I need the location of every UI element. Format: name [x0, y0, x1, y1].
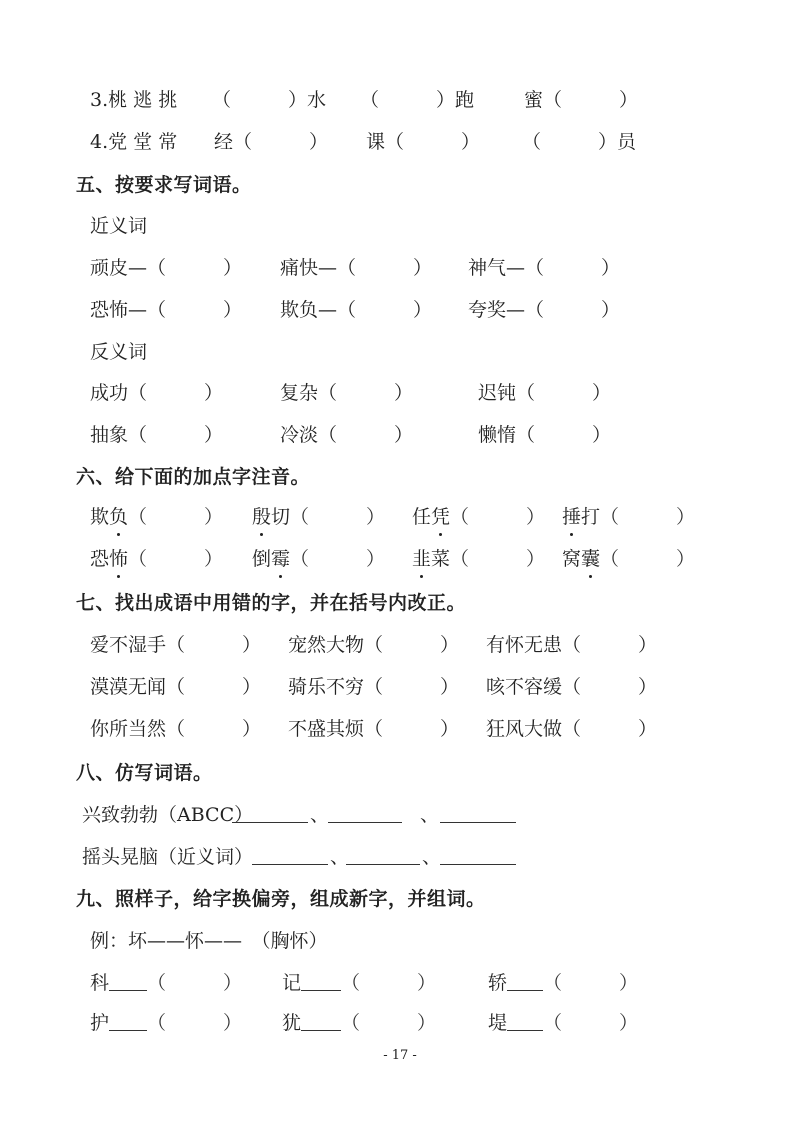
- fill-line: [109, 1010, 147, 1031]
- char: 菜: [431, 548, 451, 570]
- synonym-row-1: [0, 253, 800, 283]
- base-char: 护: [90, 1012, 110, 1034]
- radical-item[interactable]: [90, 968, 242, 998]
- synonym-item[interactable]: 痛快—（ ）: [280, 257, 433, 279]
- answer-blank: （ ）: [147, 972, 243, 994]
- page-number: - 17 -: [383, 1048, 417, 1063]
- idiom-row-1: [0, 630, 800, 660]
- char: 切: [271, 506, 291, 528]
- dotted-char: 殷: [252, 502, 271, 532]
- antonym-row-1: [0, 378, 800, 408]
- synonym-item[interactable]: 神气—（ ）: [468, 257, 621, 279]
- pinyin-item[interactable]: [90, 502, 223, 532]
- idiom-item[interactable]: 有怀无患（ ）: [486, 634, 658, 656]
- answer-blank: （ ）: [450, 506, 546, 528]
- answer-blank[interactable]: 经（ ）: [214, 131, 329, 153]
- idiom-item[interactable]: 骑乐不穷（ ）: [288, 676, 460, 698]
- radical-row-1: [0, 968, 800, 998]
- fill-line[interactable]: [232, 800, 308, 830]
- antonym-item[interactable]: 迟钝（ ）: [478, 382, 612, 404]
- answer-blank: （ ）: [128, 548, 224, 570]
- synonym-label: 近义词: [90, 215, 148, 237]
- fill-line[interactable]: [440, 842, 516, 872]
- idiom-item[interactable]: 漠漠无闻（ ）: [90, 676, 262, 698]
- idiom-item[interactable]: 狂风大做（ ）: [486, 718, 658, 740]
- imitation-label: 摇头晃脑（近义词）: [82, 846, 254, 868]
- section-7-title: 七、找出成语中用错的字，并在括号内改正。: [76, 592, 467, 614]
- answer-blank: （ ）: [543, 1012, 639, 1034]
- fill-line[interactable]: [346, 842, 420, 872]
- answer-blank: （ ）: [341, 1012, 437, 1034]
- char: 打: [581, 506, 601, 528]
- dotted-char: 囊: [581, 544, 600, 574]
- word-group-row-3: [0, 85, 800, 115]
- fill-line: [109, 970, 147, 991]
- dotted-char: 凭: [431, 502, 450, 532]
- row-label: 4.党 堂 常: [90, 131, 178, 153]
- radical-item[interactable]: [90, 1008, 242, 1038]
- pinyin-item[interactable]: [252, 544, 385, 574]
- answer-blank: （ ）: [450, 548, 546, 570]
- pinyin-row-2: [0, 544, 800, 574]
- char: 窝: [562, 548, 582, 570]
- dotted-char: 负: [109, 502, 128, 532]
- answer-blank: （ ）: [600, 506, 696, 528]
- radical-row-2: [0, 1008, 800, 1038]
- imitation-row-1: [0, 800, 800, 830]
- fill-line: [301, 970, 341, 991]
- separator: 、: [420, 804, 440, 826]
- synonym-row-2: [0, 295, 800, 325]
- dotted-char: 怖: [109, 544, 128, 574]
- idiom-item[interactable]: 爱不湿手（ ）: [90, 634, 262, 656]
- fill-line: [507, 1010, 543, 1031]
- section-9-title: 九、照样子，给字换偏旁，组成新字，并组词。: [76, 888, 486, 910]
- base-char: 轿: [488, 972, 508, 994]
- dotted-char: 韭: [412, 544, 431, 574]
- word-group-row-4: [0, 127, 800, 157]
- pinyin-item[interactable]: [412, 544, 545, 574]
- synonym-item[interactable]: 夸奖—（ ）: [468, 299, 621, 321]
- char: 恐: [90, 548, 110, 570]
- imitation-row-2: [0, 842, 800, 872]
- antonym-item[interactable]: 懒惰（ ）: [478, 424, 612, 446]
- answer-blank: （ ）: [128, 506, 224, 528]
- pinyin-item[interactable]: [562, 544, 695, 574]
- fill-line: [507, 970, 543, 991]
- idiom-item[interactable]: 宠然大物（ ）: [288, 634, 460, 656]
- dotted-char: 霉: [271, 544, 290, 574]
- pinyin-item[interactable]: [90, 544, 223, 574]
- radical-item[interactable]: [282, 968, 436, 998]
- dotted-char: 捶: [562, 502, 581, 532]
- idiom-item[interactable]: 你所当然（ ）: [90, 718, 262, 740]
- section-8-title: 八、仿写词语。: [76, 762, 213, 784]
- fill-line[interactable]: [328, 800, 402, 830]
- pinyin-item[interactable]: [412, 502, 545, 532]
- answer-blank: （ ）: [600, 548, 696, 570]
- fill-line[interactable]: [252, 842, 328, 872]
- idiom-item[interactable]: 不盛其烦（ ）: [288, 718, 460, 740]
- example-line: 例：坏——怀—— （胸怀）: [90, 930, 328, 952]
- antonym-item[interactable]: 冷淡（ ）: [280, 424, 414, 446]
- radical-item[interactable]: [488, 968, 638, 998]
- idiom-row-2: [0, 672, 800, 702]
- radical-item[interactable]: [488, 1008, 638, 1038]
- answer-blank: （ ）: [147, 1012, 243, 1034]
- synonym-item[interactable]: 欺负—（ ）: [280, 299, 433, 321]
- char: 倒: [252, 548, 272, 570]
- section-5-title: 五、按要求写词语。: [76, 174, 252, 196]
- answer-blank[interactable]: （ ）水: [212, 89, 327, 111]
- imitation-label: 兴致勃勃（ABCC）: [82, 804, 254, 826]
- section-6-title: 六、给下面的加点字注音。: [76, 466, 311, 488]
- antonym-item[interactable]: 抽象（ ）: [90, 424, 224, 446]
- idiom-item[interactable]: 咳不容缓（ ）: [486, 676, 658, 698]
- answer-blank: （ ）: [290, 548, 386, 570]
- pinyin-item[interactable]: [252, 502, 385, 532]
- char: 任: [412, 506, 432, 528]
- antonym-label: 反义词: [90, 341, 148, 363]
- fill-line[interactable]: [440, 800, 516, 830]
- antonym-item[interactable]: 复杂（ ）: [280, 382, 414, 404]
- answer-blank[interactable]: 蜜（ ）: [524, 89, 639, 111]
- base-char: 堤: [488, 1012, 508, 1034]
- base-char: 记: [282, 972, 302, 994]
- separator: 、: [330, 846, 350, 868]
- char: 欺: [90, 506, 110, 528]
- answer-blank[interactable]: （ ）员: [522, 131, 637, 153]
- separator: 、: [310, 804, 330, 826]
- fill-line: [301, 1010, 341, 1031]
- synonym-item[interactable]: 恐怖—（ ）: [90, 299, 243, 321]
- synonym-item[interactable]: 顽皮—（ ）: [90, 257, 243, 279]
- antonym-row-2: [0, 420, 800, 450]
- answer-blank: （ ）: [543, 972, 639, 994]
- answer-blank[interactable]: 课（ ）: [366, 131, 481, 153]
- base-char: 犹: [282, 1012, 302, 1034]
- antonym-item[interactable]: 成功（ ）: [90, 382, 224, 404]
- answer-blank: （ ）: [341, 972, 437, 994]
- base-char: 科: [90, 972, 110, 994]
- radical-item[interactable]: [282, 1008, 436, 1038]
- answer-blank[interactable]: （ ）跑: [360, 89, 475, 111]
- row-label: 3.桃 逃 挑: [90, 89, 178, 111]
- pinyin-item[interactable]: [562, 502, 695, 532]
- pinyin-row-1: [0, 502, 800, 532]
- separator: 、: [422, 846, 442, 868]
- idiom-row-3: [0, 714, 800, 744]
- answer-blank: （ ）: [290, 506, 386, 528]
